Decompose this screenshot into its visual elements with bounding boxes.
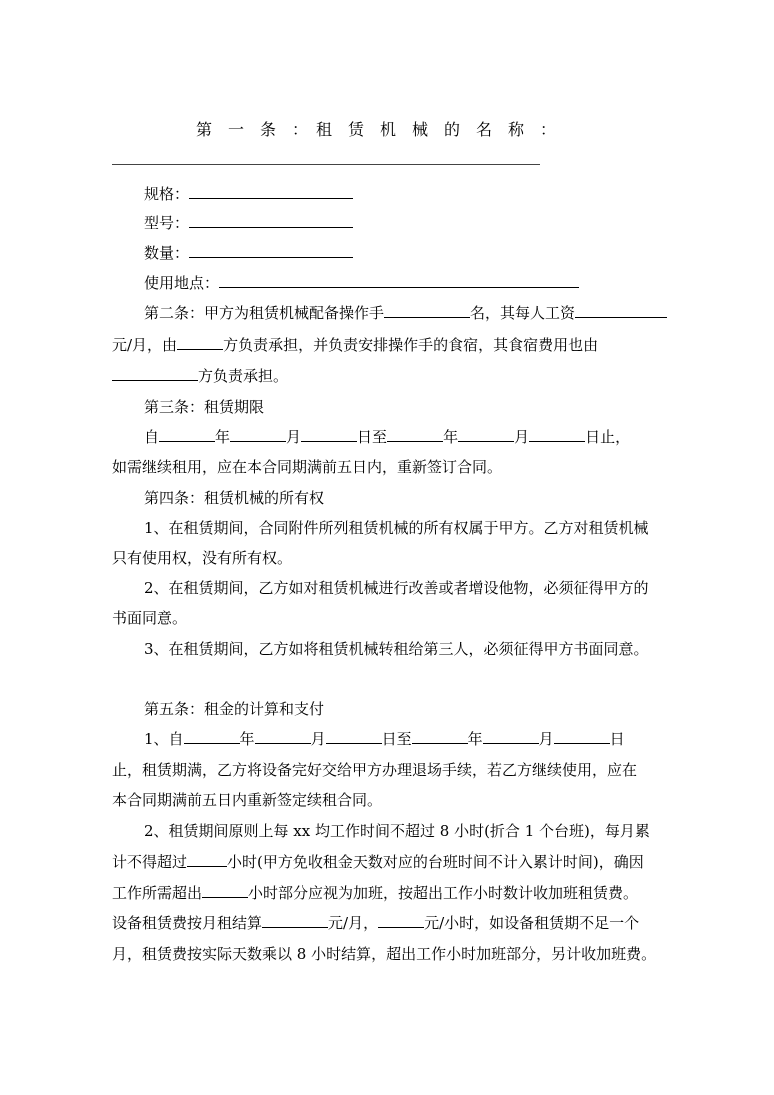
article-5-item-2-line-3 bbox=[112, 883, 638, 903]
article-4-item-2-line-2: 书面同意。 bbox=[112, 609, 188, 627]
rent-end-month-blank bbox=[483, 729, 539, 744]
art5-text-g: 元/小时，如设备租赁期不足一个 bbox=[424, 914, 640, 932]
year-label-3: 年 bbox=[239, 730, 255, 748]
model-row bbox=[144, 213, 353, 233]
day-to-label-2: 日至 bbox=[381, 730, 412, 748]
month-label-4: 月 bbox=[538, 730, 554, 748]
end-month-blank bbox=[458, 427, 514, 442]
art2-text-d: 方负责承担，并负责安排操作手的食宿，其食宿费用也由 bbox=[223, 336, 599, 354]
article-3-line-2: 如需继续租用，应在本合同期满前五日内，重新签订合同。 bbox=[112, 458, 503, 476]
article-4-title: 第四条：租赁机械的所有权 bbox=[144, 489, 325, 507]
end-year-blank bbox=[387, 427, 443, 442]
start-day-blank bbox=[301, 427, 357, 442]
art2-text-a: 第二条：甲方为租赁机械配备操作手 bbox=[144, 304, 385, 322]
article-5-item-1-line-3: 本合同期满前五日内重新签定续租合同。 bbox=[112, 791, 383, 809]
article-3-period-line bbox=[144, 427, 630, 447]
article-1-title: 第 一 条 ： 租 赁 机 械 的 名 称 ： bbox=[196, 120, 557, 139]
spec-row bbox=[144, 184, 353, 204]
monthly-hours-blank bbox=[187, 852, 227, 867]
month-label-2: 月 bbox=[514, 428, 530, 446]
article-5-title: 第五条：租金的计算和支付 bbox=[144, 700, 325, 718]
rent-end-day-blank bbox=[554, 729, 610, 744]
month-label-3: 月 bbox=[310, 730, 326, 748]
art5-text-c: 工作所需超出 bbox=[112, 884, 203, 902]
article-5-item-1-line-2: 止，租赁期满，乙方将设备完好交给甲方办理退场手续，若乙方继续使用，应在 bbox=[112, 761, 638, 779]
end-day-blank bbox=[529, 427, 585, 442]
location-row bbox=[144, 273, 579, 293]
article-5-item-1-line-1 bbox=[144, 729, 625, 749]
art5-text-f: 元/月， bbox=[328, 914, 379, 932]
article-2-line-3 bbox=[112, 366, 288, 386]
rent-start-day-blank bbox=[326, 729, 382, 744]
wage-blank bbox=[575, 303, 667, 318]
article-5-item-2-line-1: 2、租赁期间原则上每 xx 均工作时间不超过 8 小时(折合 1 个台班)，每月累 bbox=[144, 822, 650, 840]
from-label-2: 1、自 bbox=[144, 730, 184, 748]
article-5-item-2-line-5: 月，租赁费按实际天数乘以 8 小时结算，超出工作小时加班部分，另计收加班费。 bbox=[112, 945, 657, 963]
quantity-blank bbox=[189, 243, 353, 258]
art2-text-e: 方负责承担。 bbox=[198, 367, 289, 385]
article-4-item-1-line-2: 只有使用权，没有所有权。 bbox=[112, 549, 293, 567]
rent-end-year-blank bbox=[412, 729, 468, 744]
art5-text-a: 计不得超过 bbox=[112, 853, 188, 871]
article-4-item-1-line-1: 1、在租赁期间，合同附件所列租赁机械的所有权属于甲方。乙方对租赁机械 bbox=[144, 519, 649, 537]
party-blank-1 bbox=[177, 335, 223, 350]
month-label: 月 bbox=[286, 428, 302, 446]
article-2-line-2 bbox=[112, 335, 598, 355]
art2-text-b: 名，其每人工资 bbox=[470, 304, 576, 322]
article-2-line-1 bbox=[144, 303, 667, 323]
overtime-hours-blank bbox=[202, 883, 248, 898]
from-label: 自 bbox=[144, 428, 160, 446]
location-label: 使用地点： bbox=[144, 274, 220, 292]
day-label-5: 日 bbox=[609, 730, 625, 748]
article-4-item-2-line-1: 2、在租赁期间，乙方如对租赁机械进行改善或者增设他物，必须征得甲方的 bbox=[144, 579, 649, 597]
rent-start-month-blank bbox=[255, 729, 311, 744]
year-label-2: 年 bbox=[443, 428, 459, 446]
year-label: 年 bbox=[215, 428, 231, 446]
art5-text-b: 小时(甲方免收租金天数对应的台班时间不计入累计时间)，确因 bbox=[227, 853, 644, 871]
model-label: 型号： bbox=[144, 214, 190, 232]
model-blank bbox=[189, 213, 353, 228]
article-5-item-2-line-2 bbox=[112, 852, 644, 872]
article-4-item-3: 3、在租赁期间，乙方如将租赁机械转租给第三人，必须征得甲方书面同意。 bbox=[144, 640, 649, 658]
start-month-blank bbox=[230, 427, 286, 442]
operator-count-blank bbox=[384, 303, 470, 318]
art2-text-c: 元/月，由 bbox=[112, 336, 178, 354]
name-blank-line bbox=[112, 164, 540, 165]
article-3-title: 第三条：租赁期限 bbox=[144, 398, 265, 416]
day-to-label: 日至 bbox=[357, 428, 388, 446]
hourly-rent-blank bbox=[378, 913, 424, 928]
quantity-label: 数量： bbox=[144, 244, 190, 262]
start-year-blank bbox=[159, 427, 215, 442]
article-5-item-2-line-4 bbox=[112, 913, 639, 933]
quantity-row bbox=[144, 243, 353, 263]
art5-text-e: 设备租赁费按月租结算 bbox=[112, 914, 263, 932]
location-blank bbox=[219, 273, 579, 288]
rent-start-year-blank bbox=[184, 729, 240, 744]
art5-text-d: 小时部分应视为加班，按超出工作小时数计收加班租赁费。 bbox=[248, 884, 639, 902]
year-label-4: 年 bbox=[467, 730, 483, 748]
monthly-rent-blank bbox=[262, 913, 328, 928]
spec-label: 规格： bbox=[144, 185, 190, 203]
spec-blank bbox=[189, 184, 353, 199]
party-blank-2 bbox=[112, 366, 198, 381]
day-end-label: 日止， bbox=[585, 428, 631, 446]
